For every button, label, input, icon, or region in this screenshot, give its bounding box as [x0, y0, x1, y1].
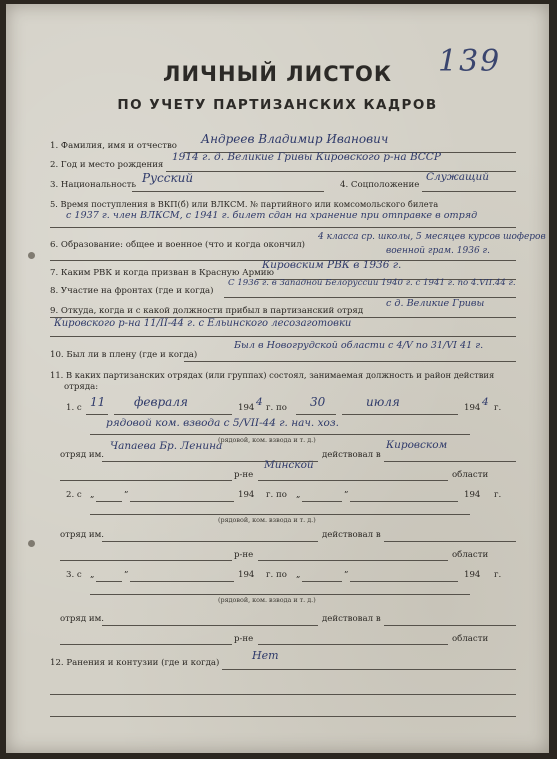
entry-2-from-month[interactable]: ”	[124, 490, 129, 500]
form-title: ЛИЧНЫЙ ЛИСТОК	[163, 62, 392, 86]
entry-2-to-month-line	[350, 501, 458, 502]
entry-3-district-line	[384, 625, 516, 626]
entry-1-to-year[interactable]: 4	[482, 396, 489, 408]
entry-3-from-month[interactable]: ”	[124, 570, 129, 580]
entry-1-raion-label: р-не	[234, 470, 254, 480]
entry-1-month-line	[114, 414, 232, 415]
entry-2-raion-line	[60, 560, 232, 561]
entry-2-year-prefix: 194	[238, 490, 255, 500]
entry-1-district-label: действовал в	[322, 450, 381, 460]
entry-3-to-month[interactable]: ”	[344, 570, 349, 580]
punch-hole	[28, 540, 35, 547]
entry-3-unit-line	[102, 625, 318, 626]
field-5-label: 5. Время поступления в ВКП(б) или ВЛКСМ. № партийного или комсомольского билета	[50, 199, 439, 209]
entry-1-position-caption: (рядовой, ком. взвода и т. д.)	[218, 436, 316, 444]
field-5-line	[50, 227, 516, 228]
entry-1-unit[interactable]: Чапаева Бр. Ленина	[110, 440, 223, 452]
field-12-value[interactable]: Нет	[252, 649, 279, 662]
field-4-label: 4. Соцположение	[340, 180, 420, 190]
entry-1-to-month-line	[342, 414, 458, 415]
entry-2-to-year-prefix: 194	[464, 490, 481, 500]
entry-1-district[interactable]: Кировском	[386, 439, 448, 451]
field-1-value[interactable]: Андреев Владимир Иванович	[201, 132, 389, 146]
form-subtitle: ПО УЧЕТУ ПАРТИЗАНСКИХ КАДРОВ	[117, 97, 438, 113]
field-6-label: 6. Образование: общее и военное (что и когда окончил)	[50, 240, 306, 250]
entry-2-district-line	[384, 541, 516, 542]
field-3-value[interactable]: Русский	[142, 171, 194, 185]
field-9-line-2	[50, 336, 516, 337]
entry-2-to-day[interactable]: „	[296, 490, 301, 500]
field-7-value[interactable]: Кировским РВК в 1936 г.	[262, 259, 402, 271]
blank-line	[50, 716, 516, 717]
field-10-line	[184, 361, 516, 362]
entry-3-to-label: г. по	[266, 570, 287, 580]
entry-2-from-day[interactable]: „	[90, 490, 95, 500]
entry-1-raion-line	[60, 480, 232, 481]
field-2-label: 2. Год и место рождения	[50, 160, 164, 170]
entry-1-to-day[interactable]: 30	[310, 395, 326, 409]
field-12-label: 12. Ранения и контузии (где и когда)	[50, 658, 220, 668]
entry-1-from-month[interactable]: февраля	[134, 395, 188, 409]
entry-2-year-end: г.	[494, 490, 502, 500]
field-11-label: 11. В каких партизанских отрядах (или группах) состоял, занимаемая должность и район действия	[50, 370, 495, 380]
field-5-value[interactable]: с 1937 г. член ВЛКСМ, с 1941 г. билет сдан на хранение при отправке в отряд	[66, 210, 478, 221]
entry-3-year-prefix: 194	[238, 570, 255, 580]
entry-1-num: 1. с	[66, 403, 82, 413]
entry-2-to-month[interactable]: ”	[344, 490, 349, 500]
entry-2-oblast-label: области	[452, 550, 489, 560]
field-6-value-2[interactable]: военной грам. 1936 г.	[386, 246, 490, 256]
entry-3-oblast-line	[258, 644, 448, 645]
entry-1-oblast-label: области	[452, 470, 489, 480]
entry-3-position-caption: (рядовой, ком. взвода и т. д.)	[218, 596, 316, 604]
field-9-label: 9. Откуда, когда и с какой должности прибыл в партизанский отряд	[50, 306, 364, 316]
field-11-label-2: отряда:	[64, 382, 99, 392]
entry-2-position-caption: (рядовой, ком. взвода и т. д.)	[218, 516, 316, 524]
field-12-line	[222, 669, 516, 670]
entry-1-to-year-prefix: 194	[464, 403, 481, 413]
entry-1-position[interactable]: рядовой ком. взвода с 5/VII-44 г. нач. хоз.	[106, 417, 339, 429]
entry-1-oblast-line	[258, 480, 448, 481]
field-3-line	[132, 191, 324, 192]
entry-1-from-year[interactable]: 4	[256, 396, 263, 408]
entry-3-unit-label: отряд им.	[60, 614, 105, 624]
entry-3-district-label: действовал в	[322, 614, 381, 624]
entry-1-to-day-line	[296, 414, 336, 415]
entry-1-year-suffix: г.	[494, 403, 502, 413]
field-6-value[interactable]: 4 класса ср. школы, 5 месяцев курсов шоферов	[318, 232, 546, 242]
entry-3-num: 3. с	[66, 570, 82, 580]
entry-3-day-line	[96, 581, 122, 582]
entry-2-position-line	[90, 514, 470, 515]
entry-2-unit-label: отряд им.	[60, 530, 105, 540]
entry-3-to-day-line	[302, 581, 342, 582]
field-8-label: 8. Участие на фронтах (где и когда)	[50, 286, 214, 296]
sheet-number-handwritten: 139	[438, 44, 502, 79]
entry-1-oblast[interactable]: Минской	[264, 459, 314, 471]
entry-3-to-day[interactable]: „	[296, 570, 301, 580]
entry-3-to-year-prefix: 194	[464, 570, 481, 580]
entry-1-position-line	[90, 434, 470, 435]
entry-2-unit-line	[102, 541, 318, 542]
entry-2-to-day-line	[302, 501, 342, 502]
punch-hole	[28, 252, 35, 259]
field-7-label: 7. Каким РВК и когда призван в Красную Армию	[50, 268, 274, 278]
entry-2-month-line	[130, 501, 234, 502]
entry-3-oblast-label: области	[452, 634, 489, 644]
entry-1-year-prefix: 194	[238, 403, 255, 413]
field-10-value[interactable]: Был в Новогрудской области с 4/V по 31/VI 41 г.	[234, 340, 484, 351]
field-1-label: 1. Фамилия, имя и отчество	[50, 141, 177, 151]
entry-1-district-line	[384, 461, 516, 462]
field-9-value-2[interactable]: Кировского р-на 11/II-44 г. с Ельинского лесозаготовки	[54, 318, 352, 329]
entry-3-raion-line	[60, 644, 232, 645]
entry-3-from-day[interactable]: „	[90, 570, 95, 580]
entry-2-to-label: г. по	[266, 490, 287, 500]
entry-3-to-month-line	[350, 581, 458, 582]
field-2-value[interactable]: 1914 г. д. Великие Гривы Кировского р-на ВССР	[172, 151, 441, 163]
field-3-label: 3. Национальность	[50, 180, 137, 190]
entry-2-raion-label: р-не	[234, 550, 254, 560]
entry-3-month-line	[130, 581, 234, 582]
entry-1-to-label: г. по	[266, 403, 287, 413]
entry-3-year-end: г.	[494, 570, 502, 580]
entry-1-from-day[interactable]: 11	[90, 395, 106, 409]
field-10-label: 10. Был ли в плену (где и когда)	[50, 350, 198, 360]
entry-2-district-label: действовал в	[322, 530, 381, 540]
field-4-value[interactable]: Служащий	[426, 171, 490, 183]
entry-2-num: 2. с	[66, 490, 82, 500]
form-sheet	[6, 4, 549, 753]
entry-2-day-line	[96, 501, 122, 502]
entry-1-unit-label: отряд им.	[60, 450, 105, 460]
entry-3-position-line	[90, 594, 470, 595]
field-4-line	[422, 191, 516, 192]
entry-2-oblast-line	[258, 560, 448, 561]
field-9-value[interactable]: с д. Великие Гривы	[386, 298, 485, 309]
entry-1-to-month[interactable]: июля	[366, 395, 400, 409]
entry-3-raion-label: р-не	[234, 634, 254, 644]
entry-1-day-line	[86, 414, 108, 415]
field-8-value[interactable]: С 1936 г. в Западной Белоруссии 1940 г. с 1941 г. по 4.VII.44 г.	[228, 278, 516, 288]
blank-line	[50, 694, 516, 695]
